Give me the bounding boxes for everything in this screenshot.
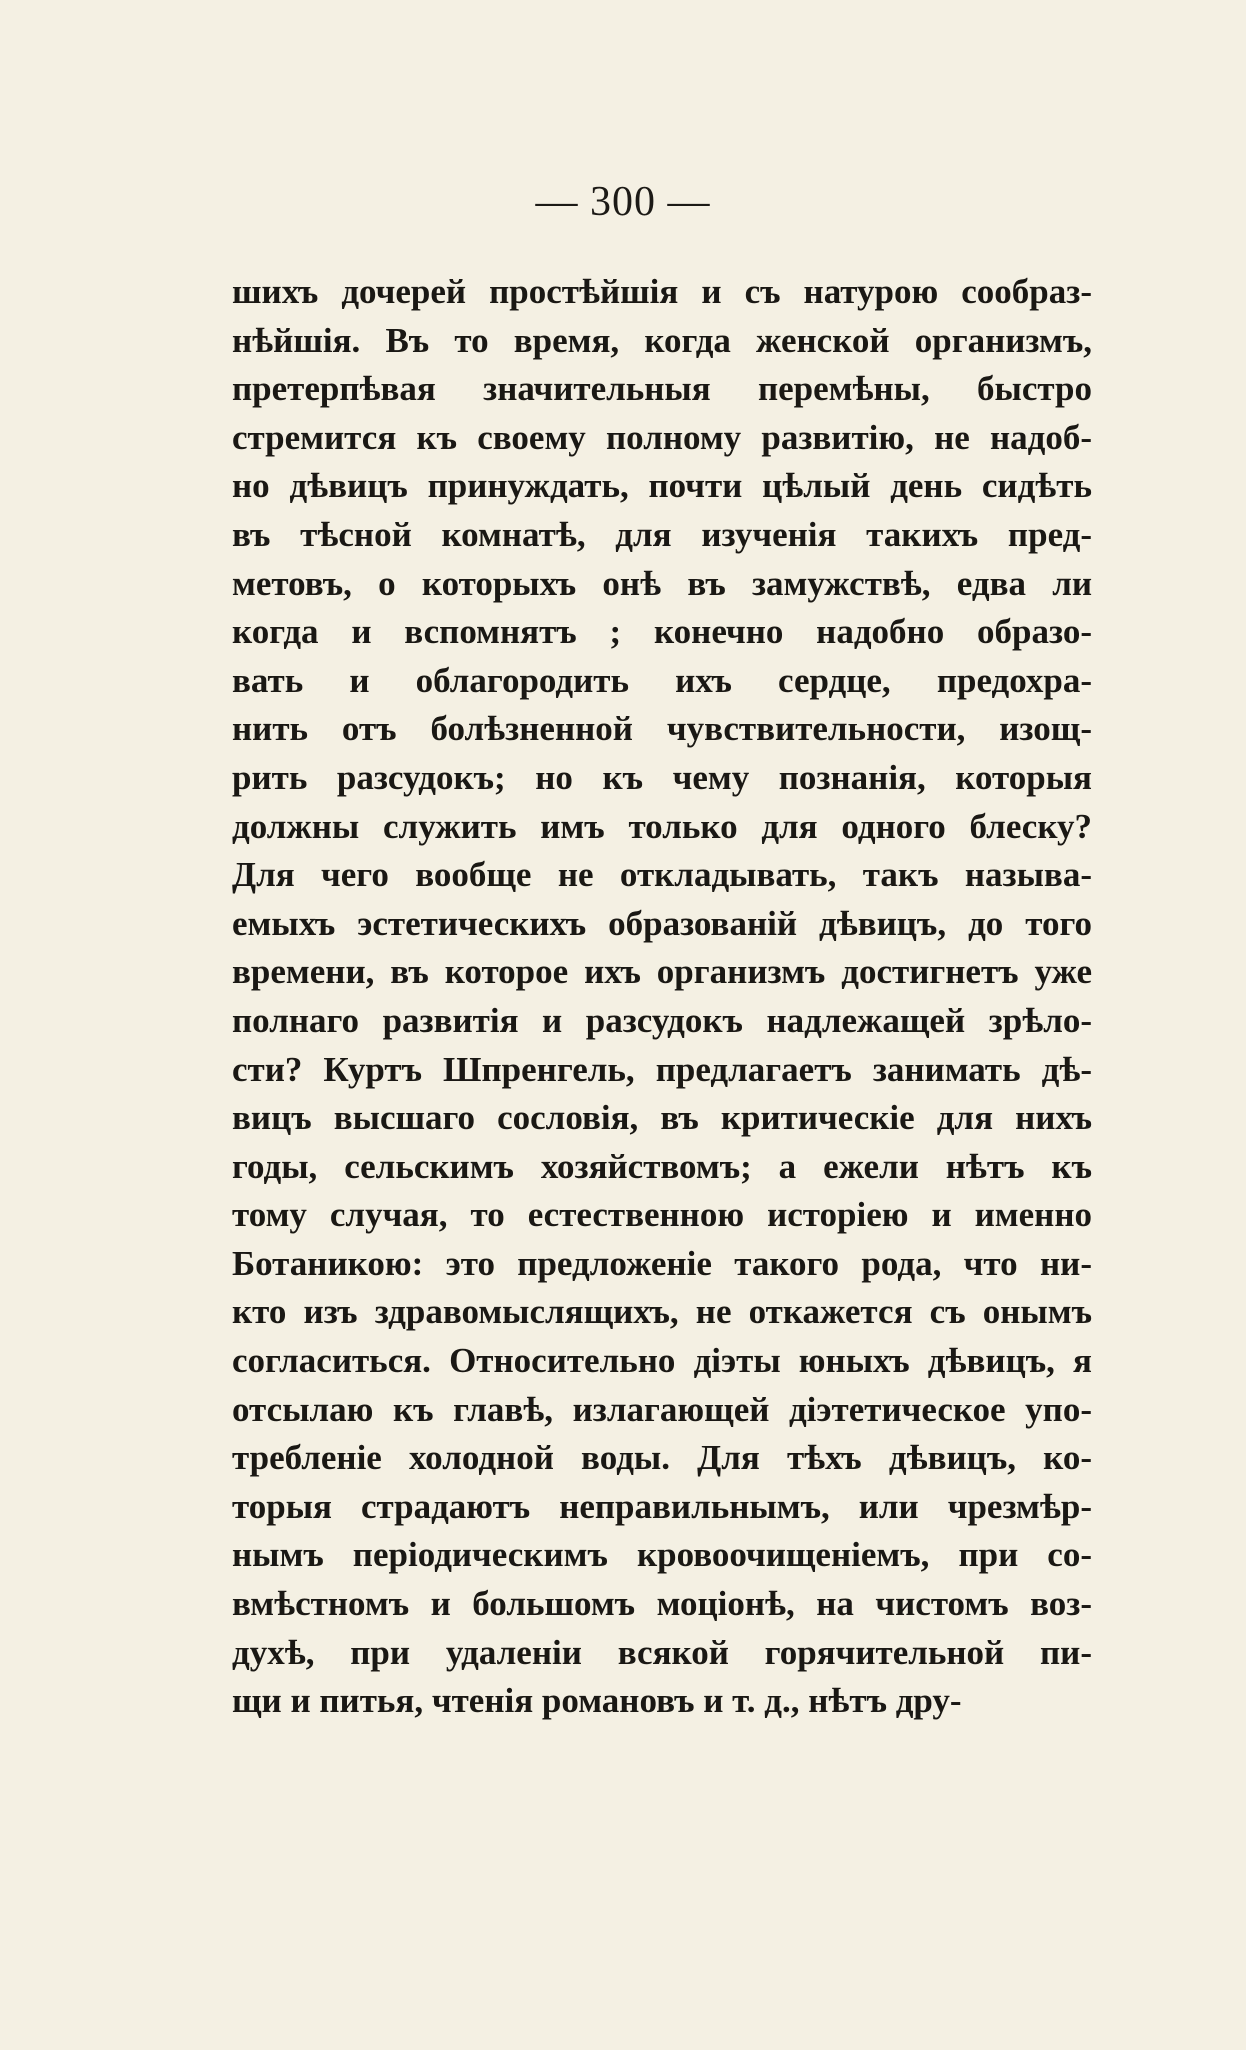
text-line: тому случая, то естественною исторіею и именно (232, 1195, 1092, 1235)
text-line: полнаго развитія и разсудокъ надлежащей зрѣло- (232, 1000, 1092, 1040)
text-line: годы, сельскимъ хозяйствомъ; а ежели нѣтъ къ (232, 1146, 1092, 1186)
text-line: когда и вспомнятъ ; конечно надобно образо- (232, 612, 1092, 652)
body-text (232, 268, 1092, 1726)
text-line: шихъ дочерей простѣйшія и съ натурою сообраз- (232, 272, 1092, 311)
text-line: вать и облагородить ихъ сердце, предохра- (232, 660, 1092, 700)
text-line: нымъ періодическимъ кровоочищеніемъ, при со- (232, 1535, 1092, 1575)
text-line: Для чего вообще не откладывать, такъ называ- (232, 855, 1092, 895)
text-line: кто изъ здравомыслящихъ, не откажется съ онымъ (232, 1292, 1092, 1332)
text-line: стремится къ своему полному развитію, не надоб- (232, 417, 1092, 457)
text-line: времени, въ которое ихъ организмъ достигнетъ уже (232, 952, 1092, 992)
text-line: духѣ, при удаленіи всякой горячительной пи- (232, 1632, 1092, 1672)
text-line: согласиться. Относительно діэты юныхъ дѣвицъ, я (232, 1341, 1092, 1381)
text-line: емыхъ эстетическихъ образованій дѣвицъ, до того (232, 903, 1092, 943)
text-line: вмѣстномъ и большомъ моціонѣ, на чистомъ воз- (232, 1584, 1092, 1624)
text-line: сти? Куртъ Шпренгель, предлагаетъ занимать дѣ- (232, 1049, 1092, 1089)
text-line: вицъ высшаго сословія, въ критическіе для нихъ (232, 1098, 1092, 1138)
text-line: метовъ, о которыхъ онѣ въ замужствѣ, едва ли (232, 563, 1092, 603)
text-line: щи и питья, чтенія романовъ и т. д., нѣтъ дру- (232, 1681, 962, 1721)
text-line: нить отъ болѣзненной чувствительности, изощ- (232, 709, 1092, 749)
text-line: рить разсудокъ; но къ чему познанія, которыя (232, 757, 1092, 797)
text-line: Ботаникою: это предложеніе такого рода, что ни- (232, 1243, 1092, 1283)
text-line: претерпѣвая значительныя перемѣны, быстро (232, 369, 1092, 409)
text-line: нѣйшія. Въ то время, когда женской организмъ, (232, 320, 1092, 360)
page-number: — 300 — (535, 179, 711, 225)
text-line: торыя страдаютъ неправильнымъ, или чрезмѣр- (232, 1486, 1092, 1526)
text-line: въ тѣсной комнатѣ, для изученія такихъ пред- (232, 514, 1092, 554)
text-line: требленіе холодной воды. Для тѣхъ дѣвицъ, ко- (232, 1438, 1092, 1478)
text-line: отсылаю къ главѣ, излагающей діэтетическое упо- (232, 1389, 1092, 1429)
text-line: но дѣвицъ принуждать, почти цѣлый день сидѣть (232, 466, 1092, 506)
text-line: должны служить имъ только для одного блеску? (232, 806, 1092, 846)
